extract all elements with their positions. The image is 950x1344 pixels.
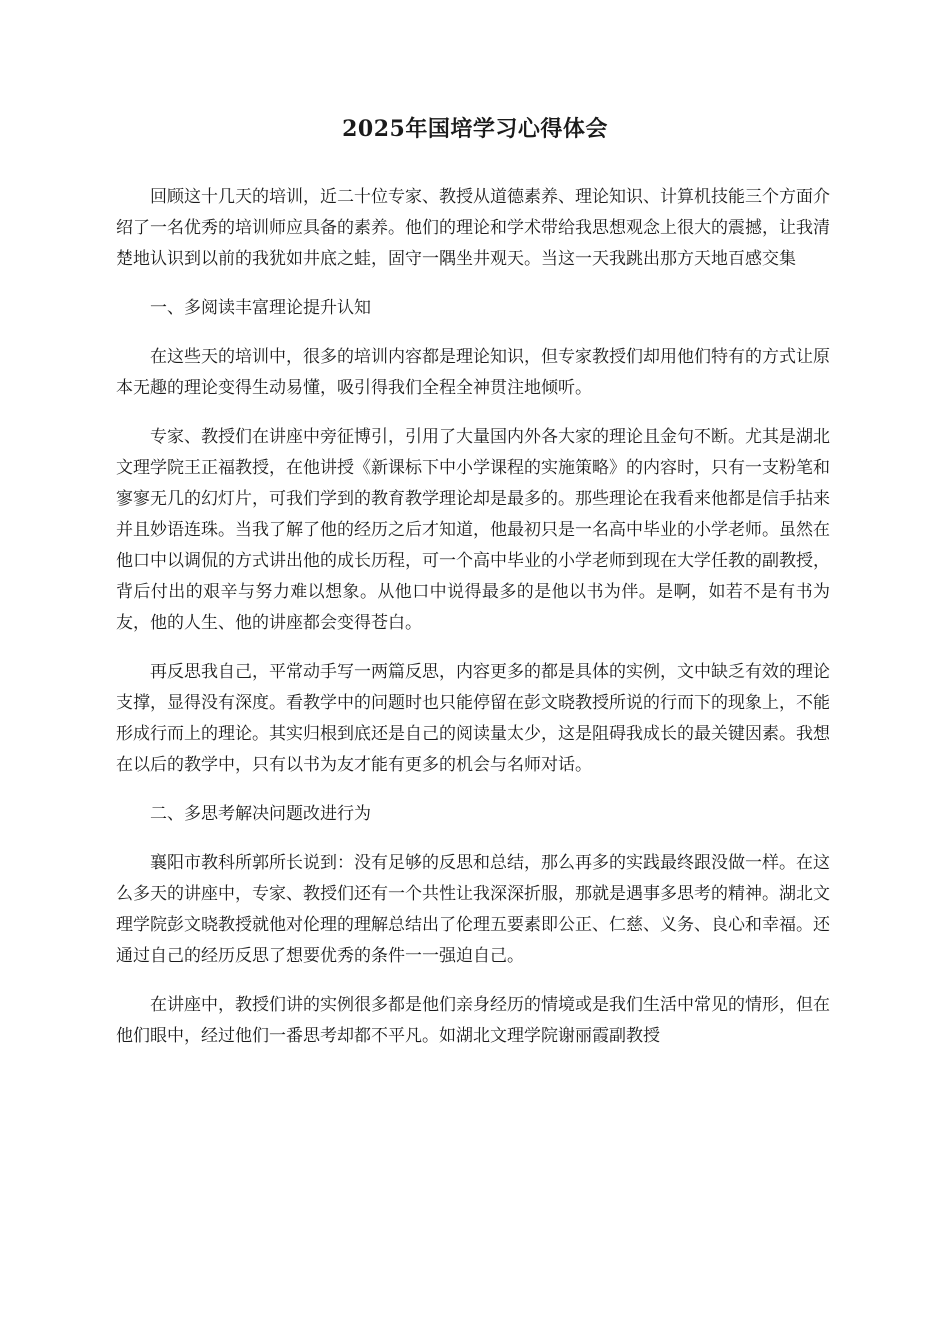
section-heading-thinking: 二、多思考解决问题改进行为 [150, 804, 371, 824]
document-title: 2025年国培学习心得体会 [342, 116, 608, 142]
paragraph: 专家、教授们在讲座中旁征博引，引用了大量国内外各大家的理论且金句不断。尤其是湖北文理学院王正福教授，在他讲授《新课标下中小学课程的实施策略》的内容时，只有一支粉笔和寥寥无几的幻灯片，可我们学到的教育教学理论却是最多的。那些理论在我看来他都是信手拈来并且妙语连珠。当我了解了他的经历之后才知道，他最初只是一名高中毕业的小学老师。虽然在他口中以调侃的方式讲出他的成长历程，可一个高中毕业的小学老师到现在大学任教的副教授，背后付出的艰辛与努力难以想象。从他口中说得最多的是他以书为伴。是啊，如若不是有书为友，他的人生、他的讲座都会变得苍白。 [116, 427, 830, 633]
paragraph: 襄阳市教科所郭所长说到：没有足够的反思和总结，那么再多的实践最终跟没做一样。在这么多天的讲座中，专家、教授们还有一个共性让我深深折服，那就是遇事多思考的精神。湖北文理学院彭文晓教授就他对伦理的理解总结出了伦理五要素即公正、仁慈、义务、良心和幸福。还通过自己的经历反思了想要优秀的条件一一强迫自己。 [116, 853, 830, 966]
paragraph: 再反思我自己，平常动手写一两篇反思，内容更多的都是具体的实例，文中缺乏有效的理论支撑，显得没有深度。看教学中的问题时也只能停留在彭文晓教授所说的行而下的现象上，不能形成行而上的理论。其实归根到底还是自己的阅读量太少，这是阻碍我成长的最关键因素。我想在以后的教学中，只有以书为友才能有更多的机会与名师对话。 [116, 662, 830, 775]
section-heading-reading: 一、多阅读丰富理论提升认知 [150, 298, 371, 318]
paragraph-intro: 回顾这十几天的培训，近二十位专家、教授从道德素养、理论知识、计算机技能三个方面介绍了一名优秀的培训师应具备的素养。他们的理论和学术带给我思想观念上很大的震撼，让我清楚地认识到以前的我犹如井底之蛙，固守一隅坐井观天。当这一天我跳出那方天地百感交集 [116, 187, 830, 269]
document-body [116, 182, 830, 1070]
paragraph: 在讲座中，教授们讲的实例很多都是他们亲身经历的情境或是我们生活中常见的情形，但在他们眼中，经过他们一番思考却都不平凡。如湖北文理学院谢丽霞副教授 [116, 995, 830, 1046]
paragraph: 在这些天的培训中，很多的培训内容都是理论知识，但专家教授们却用他们特有的方式让原本无趣的理论变得生动易懂，吸引得我们全程全神贯注地倾听。 [116, 347, 830, 398]
